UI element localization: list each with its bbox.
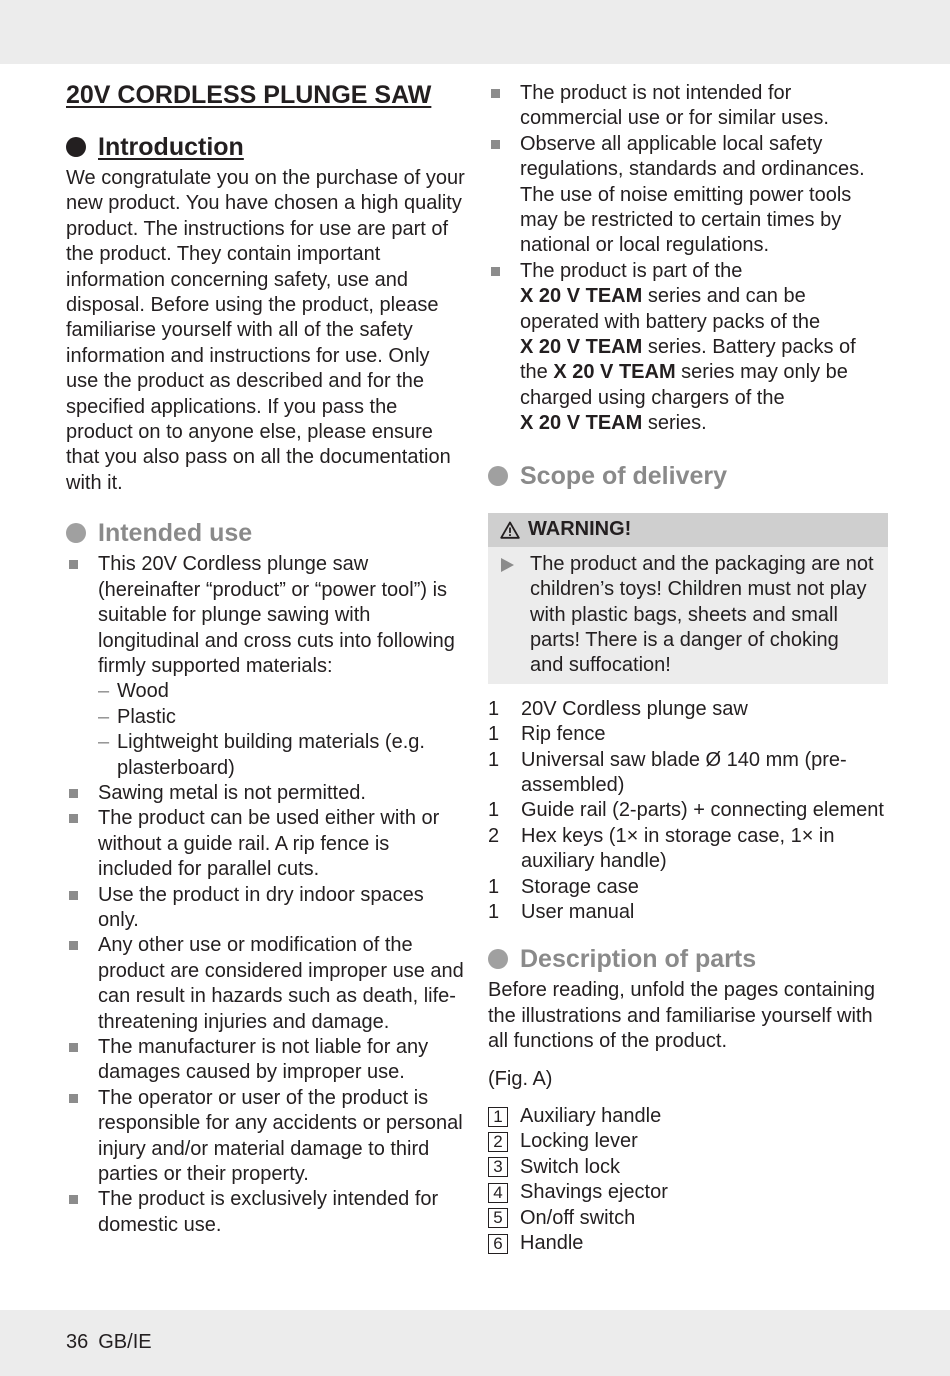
series-text: series and can be operated with battery packs of the (520, 285, 821, 333)
delivery-list (488, 697, 888, 926)
right-column (488, 78, 888, 1256)
list-item (488, 1104, 888, 1129)
series-name: X 20 V TEAM (520, 285, 643, 308)
part-number: 1 (488, 1107, 508, 1127)
bullet-circle-icon (66, 523, 86, 543)
figure-reference: (Fig. A) (488, 1067, 553, 1090)
part-label: Switch lock (520, 1155, 621, 1178)
intended-use-list-continued (488, 81, 888, 437)
introduction-text: We congratulate you on the purchase of your new product. You have chosen a high quality product. The instructions for use are part of the product. They contain important information concerning safety, use and disposal. Before using the product, please familiarise yourself with all of the safety information and instructions for use. Only use the product as described and for the specified applications. If you pass the product on to anyone else, please ensure that you also pass on all the documentation with it. (66, 167, 465, 494)
series-name: X 20 V TEAM (520, 336, 643, 359)
item-text: Rip fence (521, 723, 606, 746)
part-number: 4 (488, 1183, 508, 1203)
list-item (488, 1206, 888, 1231)
intended-use-heading-text: Intended use (98, 519, 253, 548)
square-bullet-icon (69, 814, 78, 823)
dash-bullet-icon: – (98, 705, 110, 728)
item-text: User manual (521, 900, 635, 923)
material-text: Lightweight building materials (e.g. plasterboard) (117, 731, 425, 779)
item-quantity: 1 (488, 875, 500, 898)
list-item (488, 722, 888, 747)
list-item (66, 1086, 466, 1188)
introduction-heading (66, 131, 466, 163)
square-bullet-icon (69, 1094, 78, 1103)
arrow-right-icon (500, 558, 514, 572)
warning-triangle-icon (500, 521, 520, 539)
square-bullet-icon (69, 1043, 78, 1052)
top-band (0, 0, 950, 64)
list-item (66, 1035, 466, 1086)
introduction-heading-text: Introduction (98, 133, 244, 161)
bullet-circle-icon (66, 137, 86, 157)
page-number: 36 (66, 1331, 89, 1353)
item-text: Hex keys (1× in storage case, 1× in auxiliary handle) (521, 824, 835, 873)
intended-use-list (66, 552, 466, 1238)
part-label: Shavings ejector (520, 1181, 668, 1204)
bullet-circle-icon (488, 949, 508, 969)
part-label: Handle (520, 1231, 584, 1254)
page-footer (66, 1331, 152, 1354)
description-of-parts-heading-text: Description of parts (520, 945, 757, 974)
square-bullet-icon (491, 267, 500, 276)
material-text: Wood (117, 680, 169, 703)
item-quantity: 1 (488, 900, 500, 923)
parts-intro: Before reading, unfold the pages containing the illustrations and familiarise yourself with all functions of the product. (488, 979, 875, 1053)
warning-title: WARNING! (528, 517, 632, 540)
document-title: 20V CORDLESS PLUNGE SAW (66, 81, 432, 109)
series-text: series. (642, 412, 707, 435)
dash-bullet-icon: – (98, 731, 110, 754)
list-item (66, 781, 466, 806)
list-item (488, 1155, 888, 1180)
square-bullet-icon (491, 140, 500, 149)
list-item (488, 900, 888, 925)
warning-header (488, 513, 888, 547)
series-text: series. Battery packs of the (520, 336, 856, 384)
bullet-circle-icon (488, 466, 508, 486)
series-text: The product is part of the (520, 259, 743, 282)
list-item (488, 875, 888, 900)
list-item (488, 259, 888, 437)
list-item (488, 81, 888, 132)
list-item (66, 933, 466, 1035)
scope-of-delivery-heading (488, 460, 888, 492)
list-item-text: Any other use or modification of the product are considered improper use and can result in hazards such as death, life-threatening injuries and damage. (98, 934, 464, 1033)
part-number: 6 (488, 1234, 508, 1254)
item-quantity: 1 (488, 748, 500, 771)
list-item (66, 883, 466, 934)
list-item-text: Use the product in dry indoor spaces only. (98, 883, 424, 931)
scope-of-delivery-heading-text: Scope of delivery (520, 461, 728, 490)
square-bullet-icon (69, 1195, 78, 1204)
part-number: 5 (488, 1208, 508, 1228)
list-item (488, 1180, 888, 1205)
square-bullet-icon (69, 891, 78, 900)
list-item-text: Observe all applicable local safety regulations, standards and ordinances. The use of noise emitting power tools may be restricted to certain times by national or local regulations. (520, 132, 865, 257)
list-item (66, 552, 466, 781)
list-item-text: This 20V Cordless plunge saw (hereinafter “product” or “power tool”) is suitable for plunge sawing with longitudinal and cross cuts into following firmly supported materials: (98, 553, 455, 677)
part-number: 3 (488, 1157, 508, 1177)
intended-use-heading (66, 517, 466, 549)
item-text: 20V Cordless plunge saw (521, 697, 748, 720)
part-label: Locking lever (520, 1130, 638, 1153)
series-name: X 20 V TEAM (553, 361, 676, 384)
materials-list (98, 679, 466, 781)
square-bullet-icon (69, 560, 78, 569)
list-item-text: The product is not intended for commercial use or for similar uses. (520, 82, 829, 130)
list-item-text: Sawing metal is not permitted. (98, 781, 366, 804)
list-item (488, 798, 888, 823)
list-item (488, 697, 888, 722)
list-item (98, 730, 466, 781)
item-text: Storage case (521, 875, 639, 898)
list-item (66, 1187, 466, 1238)
item-quantity: 1 (488, 799, 500, 822)
list-item (488, 1231, 888, 1256)
list-item-text: The manufacturer is not liable for any damages caused by improper use. (98, 1036, 429, 1084)
description-of-parts-heading (488, 943, 888, 975)
list-item (488, 1129, 888, 1154)
dash-bullet-icon: – (98, 680, 110, 703)
list-item-text: The product can be used either with or without a guide rail. A rip fence is included for parallel cuts. (98, 807, 440, 881)
list-item (66, 806, 466, 882)
list-item (488, 824, 888, 875)
warning-text: The product and the packaging are not children’s toys! Children must not play with plastic bags, sheets and small parts! There is a danger of choking and suffocation! (530, 552, 874, 677)
material-text: Plastic (117, 705, 176, 728)
list-item (98, 705, 466, 730)
list-item (488, 132, 888, 259)
part-number: 2 (488, 1132, 508, 1152)
warning-box (488, 513, 888, 684)
square-bullet-icon (491, 89, 500, 98)
item-text: Universal saw blade Ø 140 mm (pre-assembled) (521, 748, 847, 796)
part-label: Auxiliary handle (520, 1105, 662, 1127)
left-column (66, 78, 466, 1238)
square-bullet-icon (69, 941, 78, 950)
warning-body (488, 547, 888, 684)
item-text: Guide rail (2-parts) + connecting element (521, 799, 884, 822)
language-code: GB/IE (98, 1331, 152, 1353)
list-item-text: The operator or user of the product is responsible for any accidents or personal injury and/or material damage to third parties or their property. (98, 1086, 463, 1186)
list-item-text: The product is exclusively intended for domestic use. (98, 1188, 439, 1236)
square-bullet-icon (69, 789, 78, 798)
part-label: On/off switch (520, 1206, 636, 1229)
list-item (488, 748, 888, 799)
list-item (98, 679, 466, 704)
item-quantity: 1 (488, 723, 500, 746)
series-name: X 20 V TEAM (520, 412, 643, 435)
item-quantity: 1 (488, 697, 500, 720)
item-quantity: 2 (488, 824, 500, 847)
series-text: series may only be charged using chargers of the (520, 361, 848, 409)
parts-list (488, 1104, 888, 1256)
